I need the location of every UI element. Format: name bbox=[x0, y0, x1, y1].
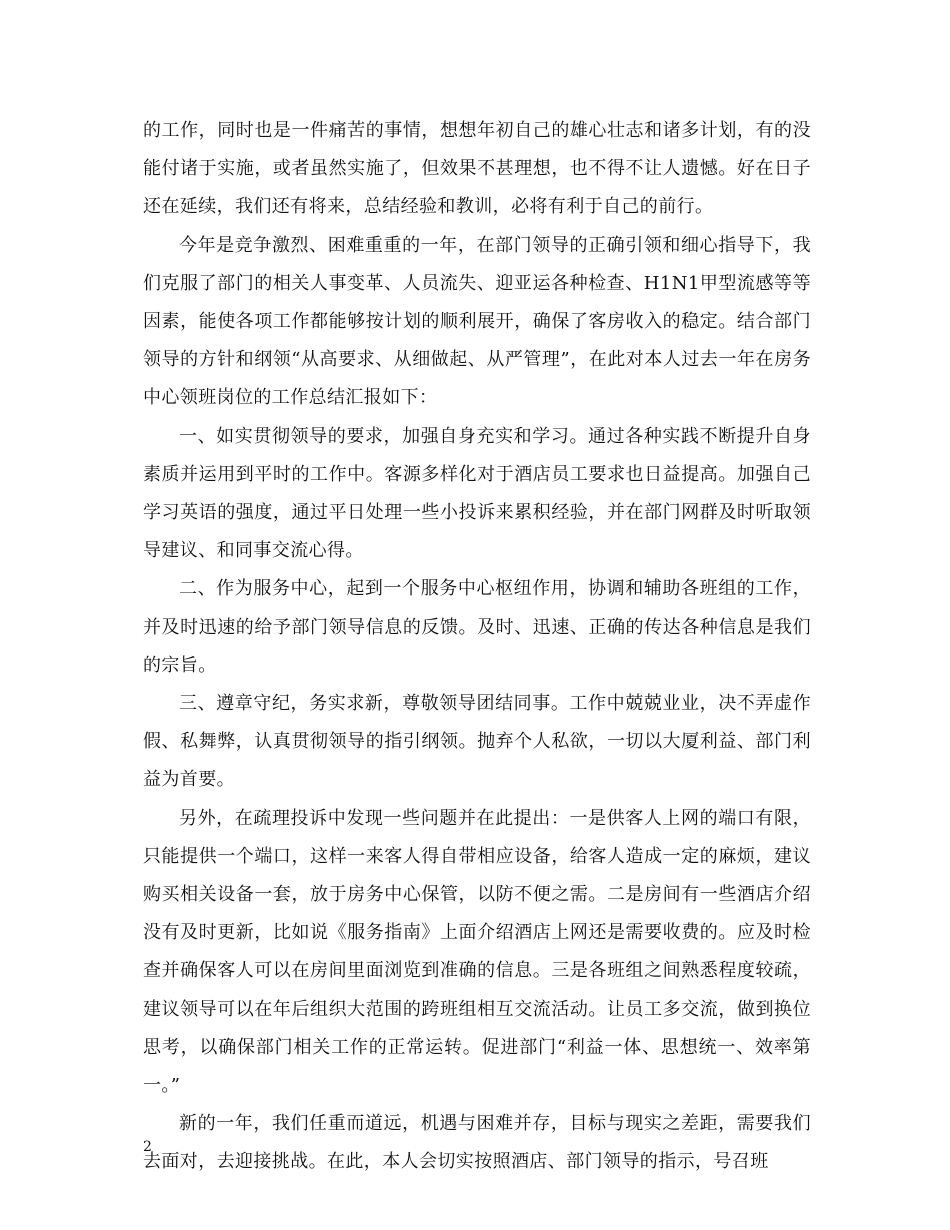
document-body bbox=[143, 112, 811, 1182]
paragraph-4: 二、作为服务中心，起到一个服务中心枢纽作用，协调和辅助各班组的工作，并及时迅速的给予部门领导信息的反馈。及时、迅速、正确的传达各种信息是我们的宗旨。 bbox=[143, 578, 811, 676]
paragraph-6: 另外，在疏理投诉中发现一些问题并在此提出：一是供客人上网的端口有限，只能提供一个端口，这样一来客人得自带相应设备，给客人造成一定的麻烦，建议购买相关设备一套，放于房务中心保管，以防不便之需。二是房间有一些酒店介绍没有及时更新，比如说《服务指南》上面介绍酒店上网还是需要收费的。应及时检查并确保客人可以在房间里面浏览到准确的信息。三是各班组之间熟悉程度较疏，建议领导可以在年后组织大范围的跨班组相互交流活动。让员工多交流，做到换位思考，以确保部门相关工作的正常运转。促进部门“利益一体、思想统一、效率第一。” bbox=[143, 807, 811, 1097]
page-number: 2 bbox=[143, 1139, 152, 1155]
paragraph-2: 今年是竞争激烈、困难重重的一年，在部门领导的正确引领和细心指导下，我们克服了部门的相关人事变革、人员流失、迎亚运各种检查、H1N1甲型流感等等因素，能使各项工作都能够按计划的顺利展开，确保了客房收入的稳定。结合部门领导的方针和纲领“从高要求、从细做起、从严管理”，在此对本人过去一年在房务中心领班岗位的工作总结汇报如下： bbox=[143, 234, 811, 409]
paragraph-5: 三、遵章守纪，务实求新，尊敬领导团结同事。工作中兢兢业业，决不弄虚作假、私舞弊，认真贯彻领导的指引纲领。抛弃个人私欲，一切以大厦利益、部门利益为首要。 bbox=[143, 693, 811, 791]
paragraph-1: 的工作，同时也是一件痛苦的事情，想想年初自己的雄心壮志和诸多计划，有的没能付诸于实施，或者虽然实施了，但效果不甚理想，也不得不让人遗憾。好在日子还在延续，我们还有将来，总结经验和教训，必将有利于自己的前行。 bbox=[143, 120, 811, 218]
paragraph-7: 新的一年，我们任重而道远，机遇与困难并存，目标与现实之差距，需要我们去面对，去迎接挑战。在此，本人会切实按照酒店、部门领导的指示，号召班 bbox=[143, 1113, 811, 1173]
paragraph-3: 一、如实贯彻领导的要求，加强自身充实和学习。通过各种实践不断提升自身素质并运用到平时的工作中。客源多样化对于酒店员工要求也日益提高。加强自己学习英语的强度，通过平日处理一些小投诉来累积经验，并在部门网群及时听取领导建议、和同事交流心得。 bbox=[143, 425, 811, 562]
